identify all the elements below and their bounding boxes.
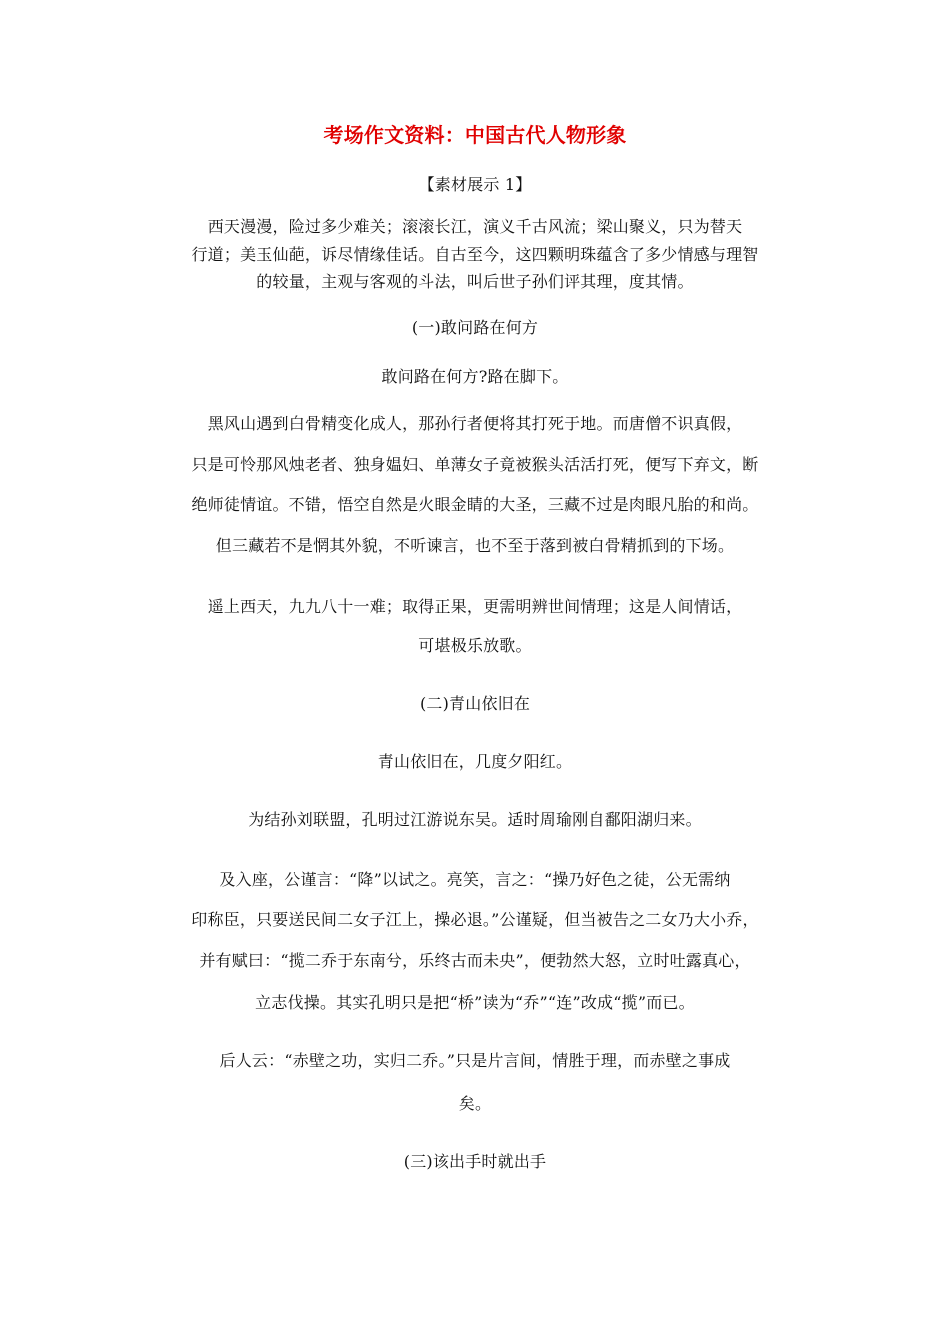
section-subtitle: 敢问路在何方?路在脚下。 bbox=[381, 367, 569, 386]
closing-line: 后人云：“赤壁之功，实归二乔。”只是片言间，情胜于理，而赤壁之事成 bbox=[219, 1051, 731, 1070]
section-subtitle: 青山依旧在，几度夕阳红。 bbox=[377, 752, 573, 771]
intro-line: 的较量，主观与客观的斗法，叫后世子孙们评其理，度其情。 bbox=[256, 272, 694, 291]
body-line: 黑风山遇到白骨精变化成人，那孙行者便将其打死于地。而唐僧不识真假， bbox=[207, 414, 743, 433]
body-line: 只是可怜那风烛老者、独身媪妇、单薄女子竟被猴头活活打死，便写下弃文，断 bbox=[191, 455, 759, 474]
body-line: 立志伐操。其实孔明只是把“桥”读为“乔”“连”改成“揽”而已。 bbox=[255, 993, 695, 1012]
closing-line: 矣。 bbox=[458, 1094, 492, 1113]
section-lead: 为结孙刘联盟，孔明过江游说东吴。适时周瑜刚自鄱阳湖归来。 bbox=[248, 810, 702, 829]
section-heading: (二)青山依旧在 bbox=[419, 694, 531, 713]
intro-heading: 【素材展示 1】 bbox=[418, 175, 532, 194]
body-line: 绝师徒情谊。不错，悟空自然是火眼金睛的大圣，三藏不过是肉眼凡胎的和尚。 bbox=[191, 495, 759, 514]
section-heading: (三)该出手时就出手 bbox=[403, 1152, 547, 1171]
body-line: 及入座，公谨言：“降”以试之。亮笑，言之：“操乃好色之徒，公无需纳 bbox=[219, 870, 731, 889]
closing-line: 可堪极乐放歌。 bbox=[418, 636, 532, 655]
intro-line: 行道；美玉仙葩，诉尽情缘佳话。自古至今，这四颗明珠蕴含了多少情感与理智 bbox=[191, 245, 759, 264]
closing-line: 遥上西天，九九八十一难；取得正果，更需明辨世间情理；这是人间情话， bbox=[207, 597, 743, 616]
document-title: 考场作文资料：中国古代人物形象 bbox=[323, 123, 627, 147]
body-line: 并有赋曰：“揽二乔于东南兮，乐终古而未央”，便勃然大怒，立时吐露真心， bbox=[199, 951, 751, 970]
intro-line: 西天漫漫，险过多少难关；滚滚长江，演义千古风流；梁山聚义，只为替天 bbox=[207, 217, 743, 236]
body-line: 但三藏若不是惘其外貌，不听谏言，也不至于落到被白骨精抓到的下场。 bbox=[215, 536, 735, 555]
body-line: 印称臣，只要送民间二女子江上，操必退。”公谨疑，但当被告之二女乃大小乔， bbox=[191, 910, 759, 929]
section-heading: (一)敢问路在何方 bbox=[411, 318, 539, 337]
